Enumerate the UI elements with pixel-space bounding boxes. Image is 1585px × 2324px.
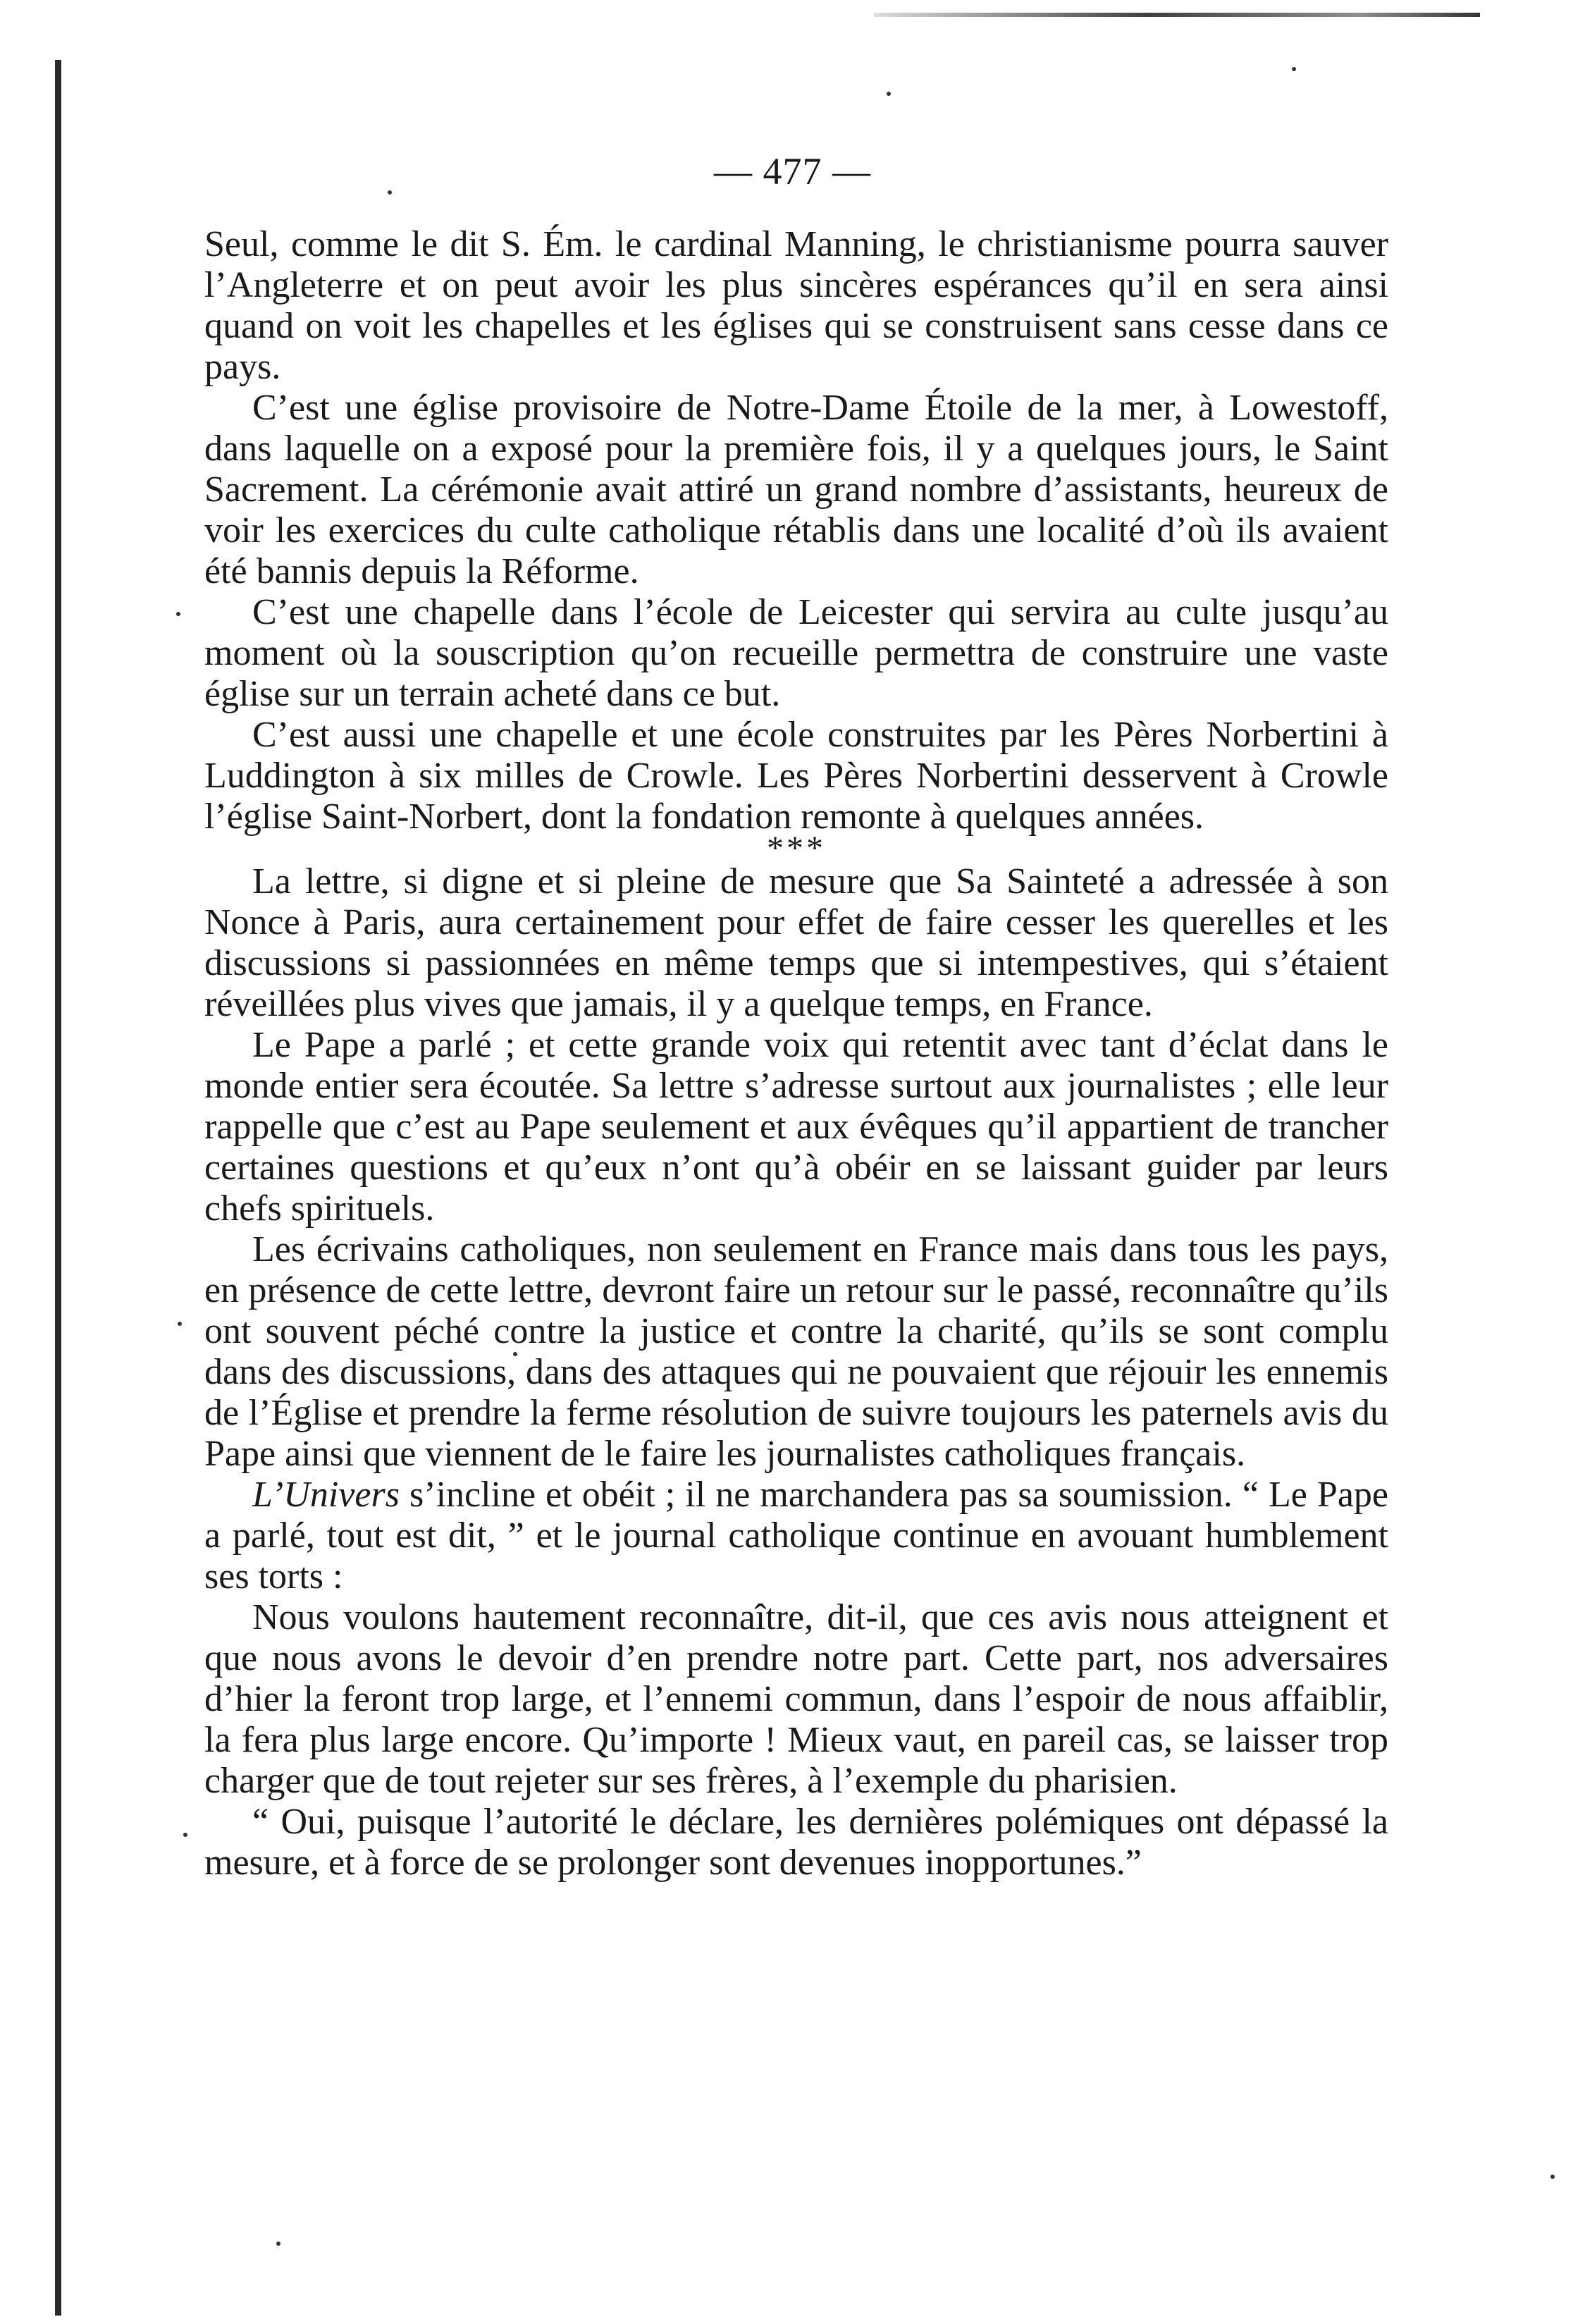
top-printed-rule <box>874 13 1480 17</box>
paragraph: C’est une église provisoire de Notre-Dame Étoile de la mer, à Lowestoff, dans laquelle on a exposé pour la première fois, il y a quelques jours, le Saint Sacrement. La cérémonie avait attiré un grand nombre d’assistants, heureux de voir les exercices du culte catholique rétablis dans une localité d’où ils avaient été bannis depuis la Réforme. <box>204 388 1388 591</box>
body-text <box>204 224 1388 1883</box>
paragraph-univers <box>204 1475 1388 1597</box>
paragraph: C’est une chapelle dans l’école de Leicester qui servira au culte jusqu’au moment où la souscription qu’on recueille permettra de construire une vaste église sur un terrain acheté dans ce but. <box>204 592 1388 714</box>
page-number: — 477 — <box>714 150 871 192</box>
paragraph: La lettre, si digne et si pleine de mesure que Sa Sainteté a adressée à son Nonce à Paris, aura certainement pour effet de faire cesser les querelles et les discussions si passionnées en même temps que si intempestives, qui s’étaient réveillées plus vives que jamais, il y a quelque temps, en France. <box>204 861 1388 1024</box>
section-separator-asterism: *** <box>767 830 826 867</box>
ink-speck <box>178 1322 182 1326</box>
ink-speck <box>176 612 180 616</box>
ink-speck <box>276 2242 280 2246</box>
newspaper-title: L’Univers <box>252 1475 400 1515</box>
binding-edge-shadow <box>55 60 61 2316</box>
ink-speck <box>887 92 891 96</box>
paragraph-univers-text: s’incline et obéit ; il ne marchandera pas sa soumission. “ Le Pape a parlé, tout est dit, ” et le journal catholique continue en avouant humblement ses torts : <box>204 1475 1388 1597</box>
paragraph: Seul, comme le dit S. Ém. le cardinal Manning, le christianisme pourra sauver l’Angleterre et on peut avoir les plus sincères espérances qu’il en sera ainsi quand on voit les chapelles et les églises qui se construisent sans cesse dans ce pays. <box>204 224 1388 387</box>
paragraph: Le Pape a parlé ; et cette grande voix qui retentit avec tant d’éclat dans le monde entier sera écoutée. Sa lettre s’adresse surtout aux journalistes ; elle leur rappelle que c’est au Pape seulement et aux évêques qu’il appartient de trancher certaines questions et qu’eux n’ont qu’à obéir en se laissant guider par leurs chefs spirituels. <box>204 1025 1388 1229</box>
paragraph: Les écrivains catholiques, non seulement en France mais dans tous les pays, en présence de cette lettre, devront faire un retour sur le passé, reconnaître qu’ils ont souvent péché contre la justice et contre la charité, qu’ils se sont complu dans des discussions, dans des attaques qui ne pouvaient que réjouir les ennemis de l’Église et prendre la ferme résolution de suivre toujours les paternels avis du Pape ainsi que viennent de le faire les journalistes catholiques français. <box>204 1229 1388 1474</box>
paragraph: C’est aussi une chapelle et une école construites par les Pères Norbertini à Luddington à six milles de Crowle. Les Pères Norbertini desservent à Crowle l’église Saint-Norbert, dont la fondation remonte à quelques années. <box>204 715 1388 837</box>
quoted-paragraph: Nous voulons hautement reconnaître, dit-il, que ces avis nous atteignent et que nous avons le devoir d’en prendre notre part. Cette part, nos adversaires d’hier la feront trop large, et l’ennemi commun, dans l’espoir de nous affaiblir, la fera plus large encore. Qu’importe ! Mieux vaut, en pareil cas, se laisser trop charger que de tout rejeter sur ses frères, à l’exemple du pharisien. <box>204 1597 1388 1801</box>
ink-speck <box>183 1833 187 1837</box>
ink-speck <box>1292 67 1296 71</box>
ink-speck <box>1550 2175 1555 2179</box>
quoted-paragraph: “ Oui, puisque l’autorité le déclare, les dernières polémiques ont dépassé la mesure, et à force de se prolonger sont devenues inopportunes.” <box>204 1802 1388 1883</box>
